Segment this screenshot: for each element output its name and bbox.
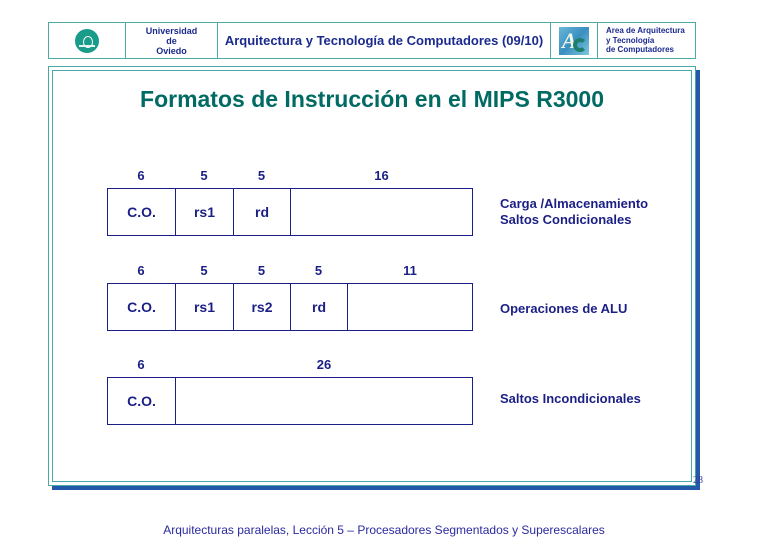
field-opcode: C.O.: [108, 378, 176, 424]
university-name: [126, 23, 218, 58]
bit-width-label: 6: [137, 357, 145, 372]
field-opcode: C.O.: [108, 189, 176, 235]
format-description: [500, 196, 648, 228]
course-title-text: Arquitectura y Tecnología de Computadores (09/10): [224, 33, 544, 48]
course-title: [218, 23, 551, 58]
bit-width-label: 11: [403, 263, 417, 278]
format-description-line: Operaciones de ALU: [500, 301, 628, 316]
instruction-format-i: [107, 188, 473, 236]
department-name-line: Area de Arquitectura: [606, 26, 685, 36]
university-crest-icon: [75, 29, 99, 53]
field-immediate: [291, 189, 472, 235]
bit-width-label: 5: [200, 263, 208, 278]
university-name-line: Oviedo: [156, 45, 187, 56]
field-rs2: rs2: [234, 284, 291, 330]
bit-width-label: 5: [200, 168, 208, 183]
frame-shadow-bottom: [52, 486, 700, 490]
frame-shadow-right: [696, 70, 700, 490]
university-name-line: Universidad: [145, 25, 198, 36]
bit-width-label: 5: [314, 263, 323, 278]
bit-width-label: 26: [316, 357, 332, 372]
university-name-line: de: [166, 35, 177, 46]
field-rs1: rs1: [176, 284, 234, 330]
bit-width-label: 5: [257, 168, 266, 183]
field-function: [348, 284, 472, 330]
slide-title: Formatos de Instrucción en el MIPS R3000: [140, 86, 604, 112]
format-description: [500, 301, 627, 317]
format-description-line: Saltos Condicionales: [500, 212, 632, 227]
field-rd: rd: [234, 189, 291, 235]
field-rd: rd: [291, 284, 348, 330]
university-logo-cell: [49, 23, 126, 58]
field-rs1: rs1: [176, 189, 234, 235]
format-description-line: Carga /Almacenamiento: [500, 196, 649, 211]
instruction-format-r: [107, 283, 473, 331]
department-name: [598, 23, 695, 58]
bit-width-label: 6: [137, 263, 145, 278]
slide-header: [48, 22, 696, 59]
bit-width-label: 6: [137, 168, 145, 183]
bit-width-label: 16: [374, 168, 389, 183]
slide-footer: Arquitecturas paralelas, Lección 5 – Procesadores Segmentados y Superescalares: [163, 523, 605, 537]
department-name-line: de Computadores: [606, 45, 675, 55]
field-address: [176, 378, 472, 424]
instruction-format-j: [107, 377, 473, 425]
format-description-line: Saltos Incondicionales: [500, 391, 641, 406]
format-description: [500, 391, 641, 407]
atc-logo-cell: [551, 23, 598, 58]
atc-logo-icon: A: [559, 27, 589, 55]
page-number: 28: [693, 475, 703, 486]
department-name-line: y Tecnología: [606, 35, 655, 45]
field-opcode: C.O.: [108, 284, 176, 330]
bit-width-label: 5: [257, 263, 266, 278]
